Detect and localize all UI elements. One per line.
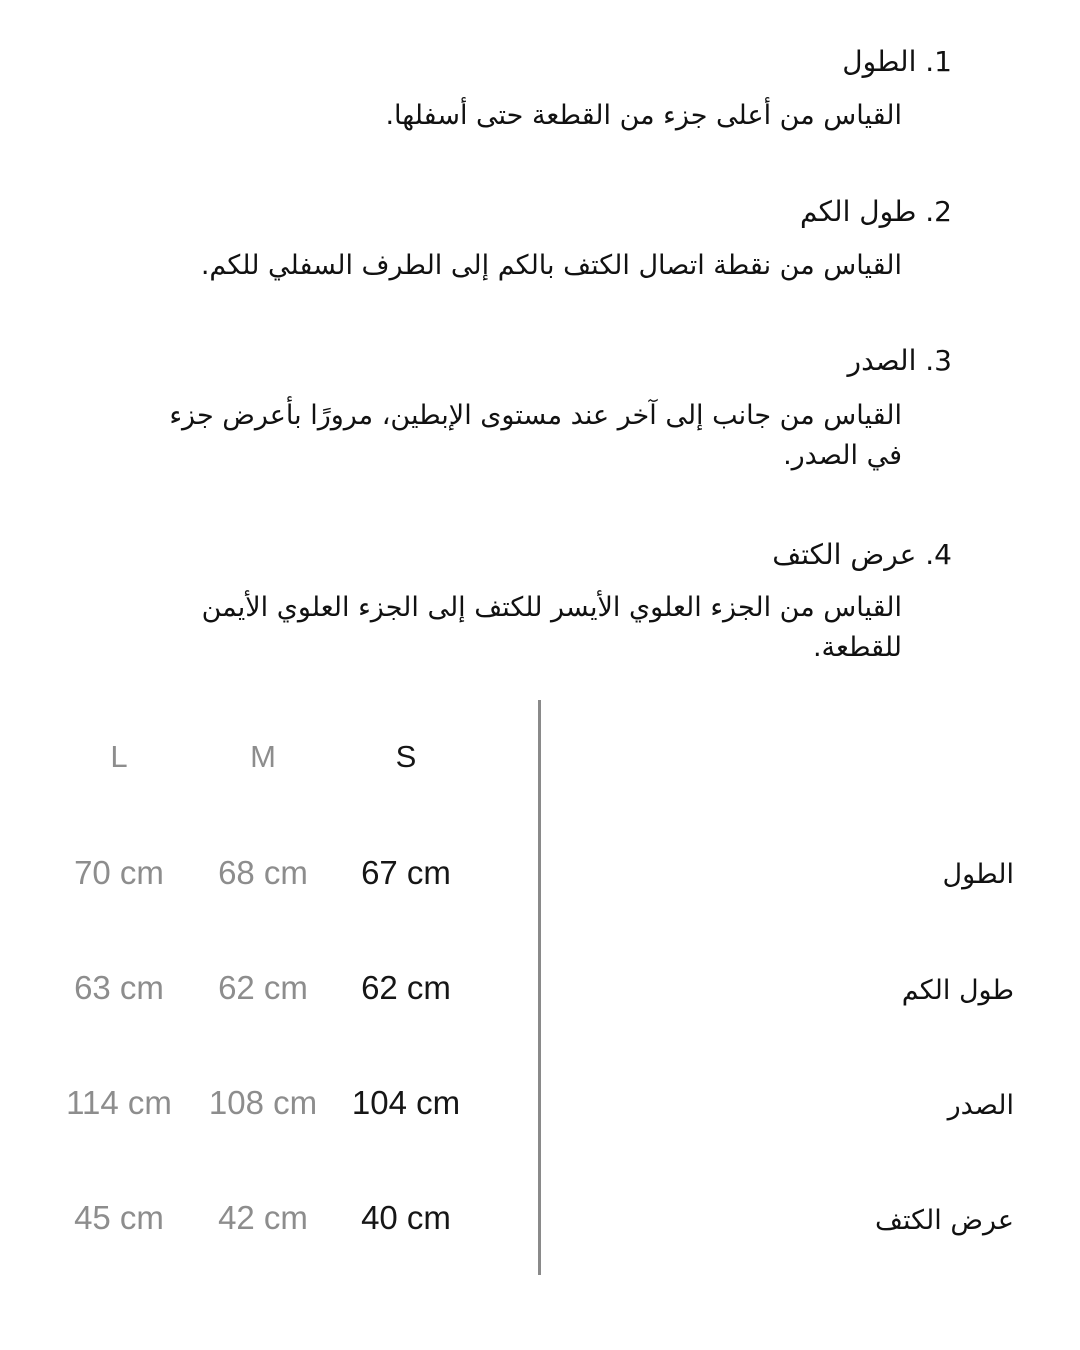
row-label: عرض الكتف (875, 1205, 1014, 1236)
table-cell-s: 104 cm (351, 1084, 461, 1121)
measurement-guide (0, 0, 1080, 663)
size-header-m: M (250, 739, 276, 774)
guide-item-title: 4. عرض الكتف (772, 538, 952, 571)
row-label: الصدر (947, 1090, 1014, 1121)
guide-item-description: القياس من نقطة اتصال الكتف بالكم إلى الطرف السفلي للكم. (200, 250, 902, 281)
guide-item-description: القياس من الجزء العلوي الأيسر للكتف إلى الجزء العلوي الأيمن للقطعة. (201, 592, 902, 663)
table-cell-m: 68 cm (218, 854, 308, 891)
row-label: الطول (942, 859, 1014, 890)
table-cell-l: 45 cm (74, 1199, 164, 1236)
guide-item-description: القياس من أعلى جزء من القطعة حتى أسفلها. (385, 100, 902, 131)
table-cell-l: 70 cm (74, 854, 164, 891)
table-divider (538, 700, 541, 1275)
table-cell-s: 62 cm (361, 969, 451, 1006)
row-label: طول الكم (901, 975, 1014, 1006)
table-cell-s: 40 cm (361, 1199, 451, 1236)
table-cell-l: 114 cm (66, 1084, 172, 1121)
guide-item-title: 2. طول الكم (799, 195, 952, 228)
table-cell-m: 42 cm (218, 1199, 308, 1236)
table-cell-l: 63 cm (74, 969, 164, 1006)
guide-item-description: القياس من جانب إلى آخر عند مستوى الإبطين، مرورًا بأعرض جزء في الصدر. (169, 400, 902, 471)
table-cell-m: 62 cm (218, 969, 308, 1006)
guide-item-title: 3. الصدر (847, 344, 952, 377)
table-cell-m: 108 cm (208, 1084, 318, 1121)
guide-item-title: 1. الطول (842, 45, 952, 78)
table-cell-s: 67 cm (361, 854, 451, 891)
size-header-l: L (110, 739, 128, 774)
size-header-s: S (395, 739, 417, 774)
